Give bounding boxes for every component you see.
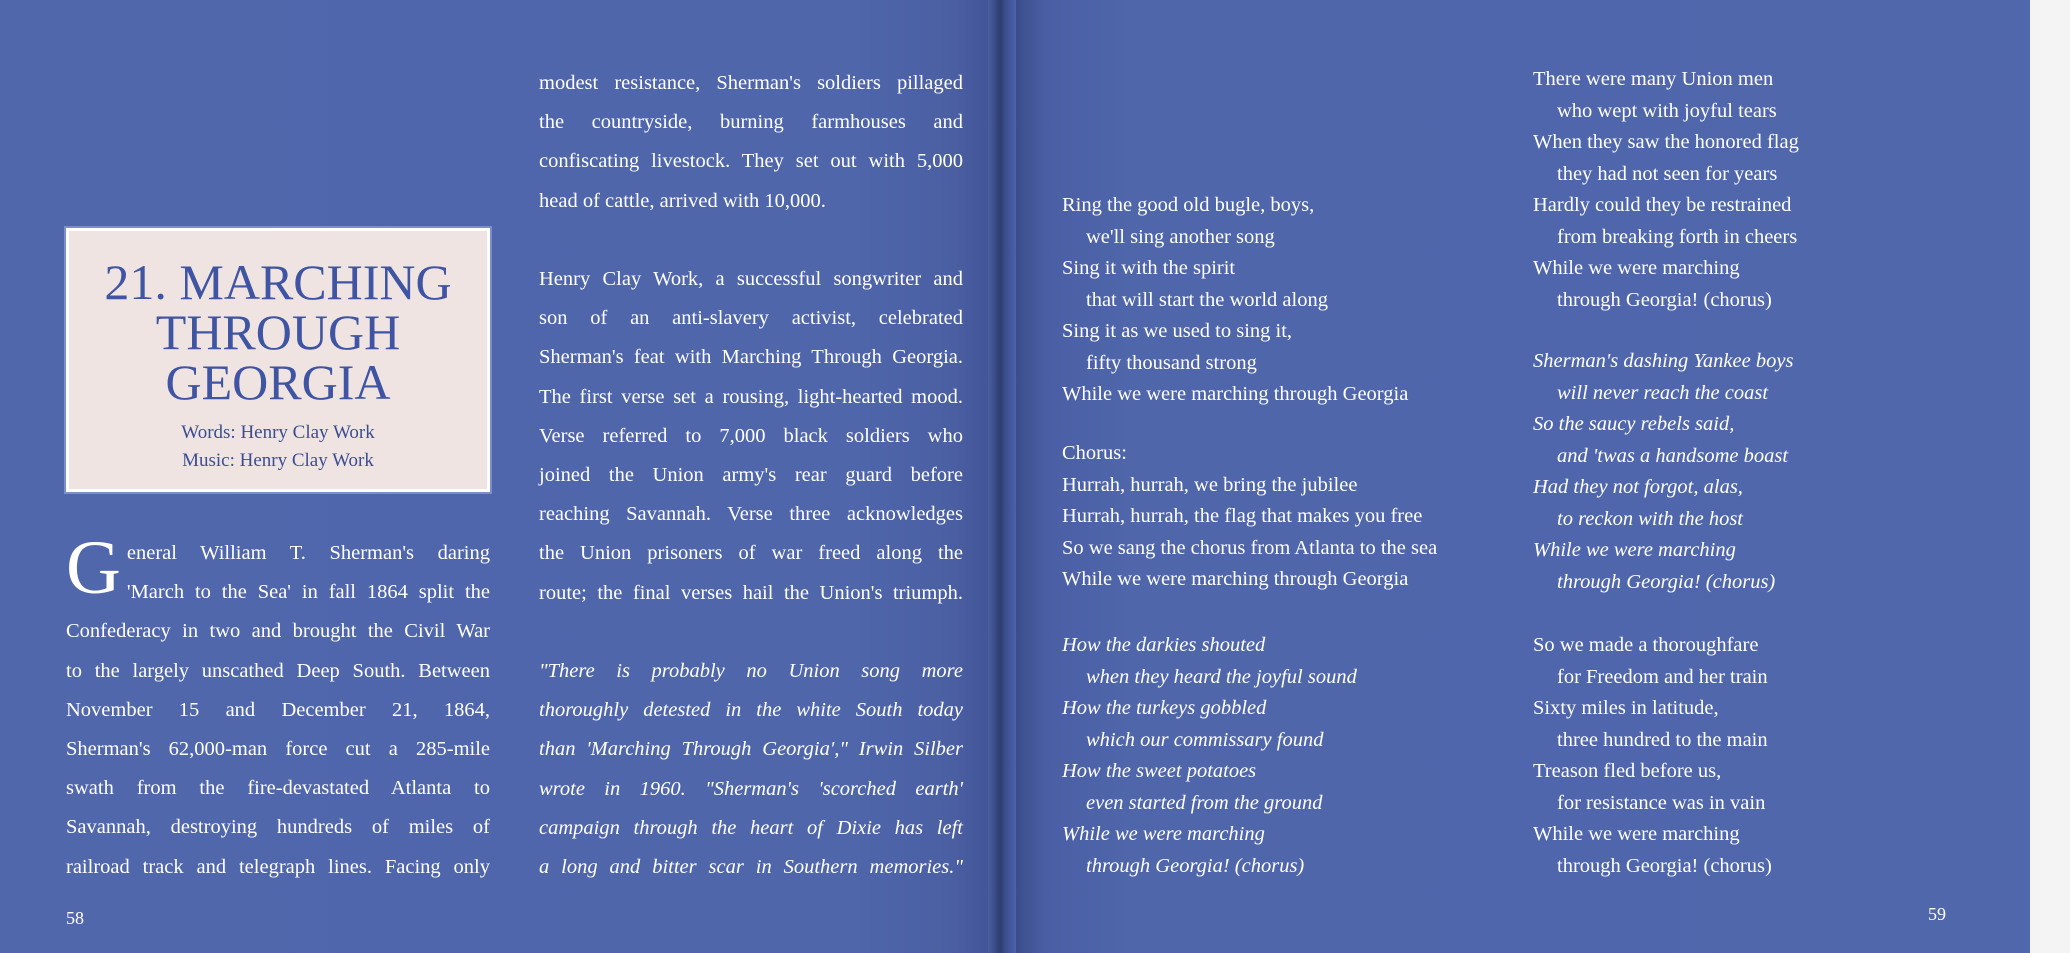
- lyric-line: even started from the ground: [1086, 791, 1323, 814]
- lyric-line: Sherman's dashing Yankee boys: [1533, 350, 1794, 372]
- lyric-line: when they heard the joyful sound: [1086, 665, 1357, 688]
- intro-lines: [66, 612, 490, 886]
- text-line: route; the final verses hail the Union's triumph.: [539, 581, 963, 604]
- lyric-line: There were many Union men: [1533, 68, 1774, 90]
- page-edge: [2030, 0, 2070, 953]
- lyric-line: three hundred to the main: [1557, 728, 1768, 751]
- verse-four: [1533, 346, 1953, 598]
- lyric-line: While we were marching: [1533, 539, 1736, 561]
- lyric-line: Sing it with the spirit: [1062, 257, 1236, 279]
- lyric-line: through Georgia! (chorus): [1557, 570, 1776, 593]
- song-title-line: 21. MARCHING: [104, 254, 452, 310]
- text-line: Verse referred to 7,000 black soldiers who: [539, 424, 963, 447]
- verse-one: [1062, 190, 1502, 411]
- lyric-line: Hurrah, hurrah, the flag that makes you free: [1062, 505, 1423, 527]
- song-title-line: THROUGH: [155, 304, 401, 360]
- lyrics-column-right: [1533, 64, 1953, 316]
- text-line: to the largely unscathed Deep South. Between: [66, 659, 490, 682]
- lyric-line: Had they not forgot, alas,: [1533, 476, 1743, 498]
- lyric-line: How the turkeys gobbled: [1062, 697, 1267, 719]
- text-line: joined the Union army's rear guard before: [539, 464, 963, 487]
- lyric-line: which our commissary found: [1086, 728, 1324, 751]
- text-line: wrote in 1960. "Sherman's 'scorched earth': [539, 777, 963, 800]
- lyric-line: fifty thousand strong: [1086, 351, 1257, 374]
- lyric-line: While we were marching: [1062, 823, 1265, 845]
- chorus: [1062, 438, 1502, 596]
- lyric-line: to reckon with the host: [1557, 507, 1743, 530]
- lyric-line: How the darkies shouted: [1062, 634, 1266, 656]
- lyric-line: So we sang the chorus from Atlanta to the sea: [1062, 536, 1438, 559]
- text-line: Sherman's feat with Marching Through Georgia.: [539, 346, 963, 369]
- text-line: the Union prisoners of war freed along the: [539, 542, 963, 565]
- verse-five: [1533, 630, 1953, 882]
- intro-line: 'March to the Sea' in fall 1864 split the: [126, 581, 490, 604]
- lyric-line: While we were marching: [1533, 257, 1740, 279]
- page-number-right: 59: [1928, 904, 1946, 924]
- lyric-line: through Georgia! (chorus): [1557, 854, 1772, 877]
- lyric-line: and 'twas a handsome boast: [1557, 444, 1789, 467]
- lyrics-chorus-block: [1062, 438, 1502, 596]
- lyric-line: for Freedom and her train: [1557, 665, 1768, 688]
- text-line: than 'Marching Through Georgia'," Irwin Silber: [539, 738, 963, 761]
- book-gutter: [988, 0, 1016, 953]
- lyric-line: When they saw the honored flag: [1533, 131, 1799, 153]
- song-title-box: [66, 228, 490, 492]
- text-line: the countryside, burning farmhouses and: [539, 111, 963, 134]
- text-line: a long and bitter scar in Southern memories.": [539, 856, 963, 879]
- text-line: railroad track and telegraph lines. Facing only: [66, 855, 490, 878]
- lyric-line: Hardly could they be restrained: [1533, 194, 1792, 216]
- intro-line: eneral William T. Sherman's daring: [126, 542, 490, 564]
- lyric-line: Ring the good old bugle, boys,: [1062, 194, 1315, 216]
- middle-column-para2: [539, 260, 963, 613]
- text-line: The first verse set a rousing, light-hearted mood.: [539, 385, 963, 408]
- lyric-line: from breaking forth in cheers: [1557, 225, 1798, 248]
- text-line: swath from the fire-devastated Atlanta to: [66, 777, 490, 800]
- text-line: November 15 and December 21, 1864,: [66, 698, 490, 721]
- lyric-line: through Georgia! (chorus): [1086, 854, 1305, 877]
- lyrics-verse-four-block: [1533, 346, 1953, 598]
- text-line: modest resistance, Sherman's soldiers pillaged: [539, 72, 963, 94]
- text-line: Henry Clay Work, a successful songwriter and: [539, 268, 963, 290]
- text-line: head of cattle, arrived with 10,000.: [539, 189, 826, 212]
- middle-column-quote: [539, 652, 963, 887]
- lyric-line: they had not seen for years: [1557, 162, 1778, 185]
- page-number-left: 58: [66, 908, 84, 928]
- lyric-line: will never reach the coast: [1557, 381, 1769, 404]
- lyric-line: we'll sing another song: [1086, 225, 1275, 248]
- lyric-line: While we were marching through Georgia: [1062, 383, 1409, 405]
- lyrics-column-left: [1062, 190, 1502, 411]
- text-line: Confederacy in two and brought the Civil War: [66, 620, 490, 643]
- lyrics-verse-five-block: [1533, 630, 1953, 882]
- lyric-line: How the sweet potatoes: [1062, 760, 1257, 782]
- lyric-line: Treason fled before us,: [1533, 760, 1722, 782]
- lyric-line: Hurrah, hurrah, we bring the jubilee: [1062, 473, 1358, 496]
- lyric-line: for resistance was in vain: [1557, 791, 1766, 814]
- text-line: thoroughly detested in the white South today: [539, 699, 963, 722]
- text-line: campaign through the heart of Dixie has left: [539, 816, 963, 839]
- lyric-line: Sing it as we used to sing it,: [1062, 320, 1293, 342]
- drop-cap: G: [66, 526, 121, 610]
- text-line: Sherman's 62,000-man force cut a 285-mile: [66, 738, 490, 761]
- text-line: Savannah, destroying hundreds of miles of: [66, 816, 490, 839]
- lyric-line: Chorus:: [1062, 442, 1127, 464]
- lyric-line: Sixty miles in latitude,: [1533, 697, 1719, 719]
- verse-three: [1533, 64, 1953, 316]
- lyric-line: through Georgia! (chorus): [1557, 288, 1772, 311]
- lyric-line: who wept with joyful tears: [1557, 99, 1777, 122]
- song-credits: [69, 419, 487, 475]
- text-line: confiscating livestock. They set out with 5,000: [539, 150, 963, 173]
- song-title-line: GEORGIA: [165, 354, 391, 410]
- middle-column: [539, 64, 963, 221]
- text-line: son of an anti-slavery activist, celebrated: [539, 307, 963, 330]
- words-credit: Words: Henry Clay Work: [181, 422, 375, 443]
- music-credit: Music: Henry Clay Work: [182, 450, 374, 471]
- intro-column: [66, 526, 490, 887]
- paragraph-song-history: [539, 260, 963, 613]
- paragraph-continued: [539, 64, 963, 221]
- lyric-line: While we were marching through Georgia: [1062, 568, 1409, 590]
- lyric-line: that will start the world along: [1086, 288, 1328, 311]
- silber-quote: [539, 652, 963, 887]
- text-line: "There is probably no Union song more: [539, 660, 963, 682]
- lyric-line: While we were marching: [1533, 823, 1740, 845]
- verse-two: [1062, 630, 1502, 882]
- lyric-line: So the saucy rebels said,: [1533, 413, 1735, 435]
- lyric-line: So we made a thoroughfare: [1533, 634, 1759, 656]
- lyrics-verse-two-block: [1062, 630, 1502, 882]
- text-line: reaching Savannah. Verse three acknowledges: [539, 503, 963, 526]
